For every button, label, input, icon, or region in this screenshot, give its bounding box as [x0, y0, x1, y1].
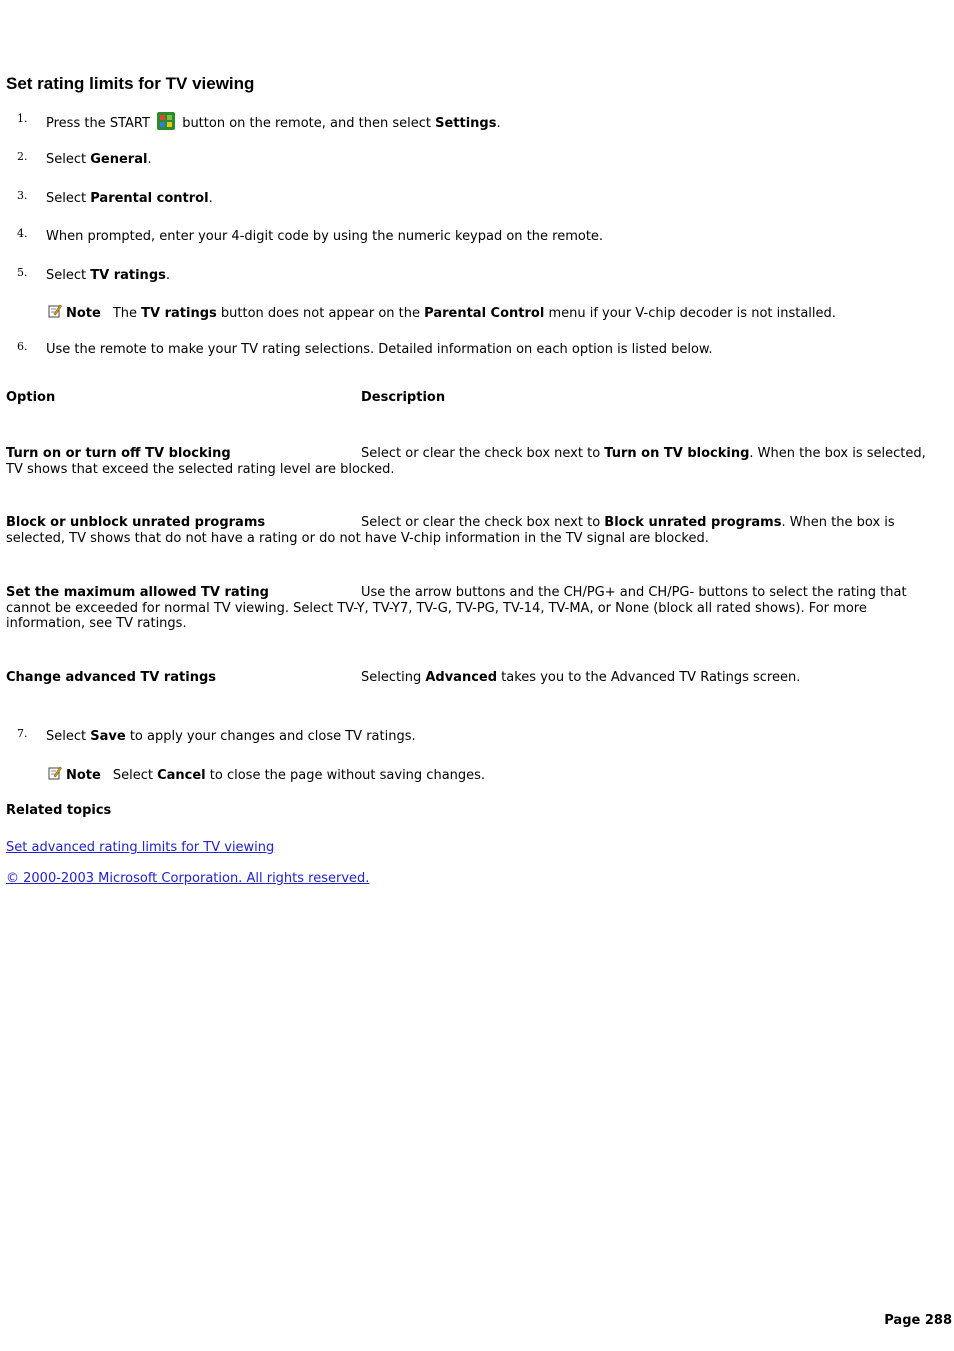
note-pencil-icon: [48, 766, 62, 780]
step-punct: .: [496, 116, 501, 131]
note-1: [48, 304, 836, 324]
option-description: takes you to the Advanced TV Ratings screen.: [497, 670, 801, 685]
note-text: Select: [112, 768, 158, 783]
step-text: Select: [46, 729, 91, 744]
note-bold: Parental Control: [424, 306, 545, 321]
step-text: Press the START: [46, 116, 155, 131]
tv-ratings-label: TV ratings: [90, 268, 166, 283]
advanced-rating-link[interactable]: Set advanced rating limits for TV viewing: [6, 840, 275, 855]
step-number: 6.: [17, 340, 28, 353]
option-column-header: Option: [6, 390, 56, 405]
save-label: Save: [90, 729, 126, 744]
option-description: Selecting: [361, 670, 426, 685]
copyright-link[interactable]: © 2000-2003 Microsoft Corporation. All rights reserved.: [6, 871, 370, 886]
note-2: [48, 766, 485, 786]
option-description-bold: Turn on TV blocking: [604, 446, 750, 461]
note-pencil-icon: [48, 304, 62, 318]
step-text: Select: [46, 191, 91, 206]
step-number: 7.: [17, 727, 28, 740]
option-description: Select or clear the check box next to: [361, 515, 605, 530]
options-table-header: [6, 390, 946, 410]
note-text: to close the page without saving changes.: [205, 768, 486, 783]
note-text: menu if your V-chip decoder is not installed.: [544, 306, 836, 321]
option-description-bold: Block unrated programs: [604, 515, 782, 530]
related-topics-heading: Related topics: [6, 803, 112, 818]
option-description: . When the box is selected, TV shows that exceed the selected rating level are blocked.: [6, 446, 926, 477]
option-description-bold: Advanced: [425, 670, 498, 685]
step-4: [6, 227, 946, 247]
step-punct: .: [165, 268, 170, 283]
description-column-header: Description: [361, 390, 446, 405]
settings-label: Settings: [435, 116, 497, 131]
note-text: The: [112, 306, 142, 321]
page-title: Set rating limits for TV viewing: [6, 74, 255, 93]
step-text: Use the remote to make your TV rating selections. Detailed information on each option is listed below.: [46, 342, 713, 357]
note-text: button does not appear on the: [216, 306, 425, 321]
option-name: Change advanced TV ratings: [6, 670, 217, 685]
option-description: Use the arrow buttons and the CH/PG+ and CH/PG- buttons to select the rating that cannot be exceeded for normal TV viewing. Select TV-Y, TV-Y7, TV-G, TV-PG, TV-14, TV-MA, or None (block all rated shows). For more information, see TV ratings.: [6, 585, 907, 631]
step-text: Select: [46, 152, 91, 167]
option-name: Turn on or turn off TV blocking: [6, 446, 231, 461]
step-1: [6, 112, 946, 132]
option-row: [6, 515, 946, 546]
option-row: [6, 446, 946, 477]
step-number: 3.: [17, 189, 28, 202]
step-punct: .: [147, 152, 152, 167]
option-description: Select or clear the check box next to: [361, 446, 605, 461]
step-5: [6, 266, 946, 286]
note-bold: Cancel: [157, 768, 206, 783]
general-label: General: [90, 152, 148, 167]
parental-control-label: Parental control: [90, 191, 209, 206]
option-name: Set the maximum allowed TV rating: [6, 585, 269, 600]
step-punct: .: [208, 191, 213, 206]
step-number: 5.: [17, 266, 28, 279]
step-text: When prompted, enter your 4-digit code by using the numeric keypad on the remote.: [46, 229, 604, 244]
note-label: Note: [66, 768, 101, 783]
page-number: Page 288: [884, 1313, 952, 1328]
step-number: 2.: [17, 150, 28, 163]
windows-start-icon: [157, 112, 175, 130]
step-3: [6, 189, 946, 209]
option-description: . When the box is selected, TV shows that do not have a rating or do not have V-chip information in the TV signal are blocked.: [6, 515, 895, 546]
note-bold: TV ratings: [141, 306, 217, 321]
step-text: Select: [46, 268, 91, 283]
option-name: Block or unblock unrated programs: [6, 515, 266, 530]
step-6: [6, 340, 946, 360]
step-number: 1.: [17, 112, 28, 125]
step-7: [6, 727, 946, 747]
note-label: Note: [66, 306, 101, 321]
step-2: [6, 150, 946, 170]
step-text: to apply your changes and close TV ratings.: [125, 729, 416, 744]
option-row: [6, 670, 946, 686]
step-number: 4.: [17, 227, 28, 240]
step-text: button on the remote, and then select: [178, 116, 436, 131]
option-row: [6, 585, 946, 632]
